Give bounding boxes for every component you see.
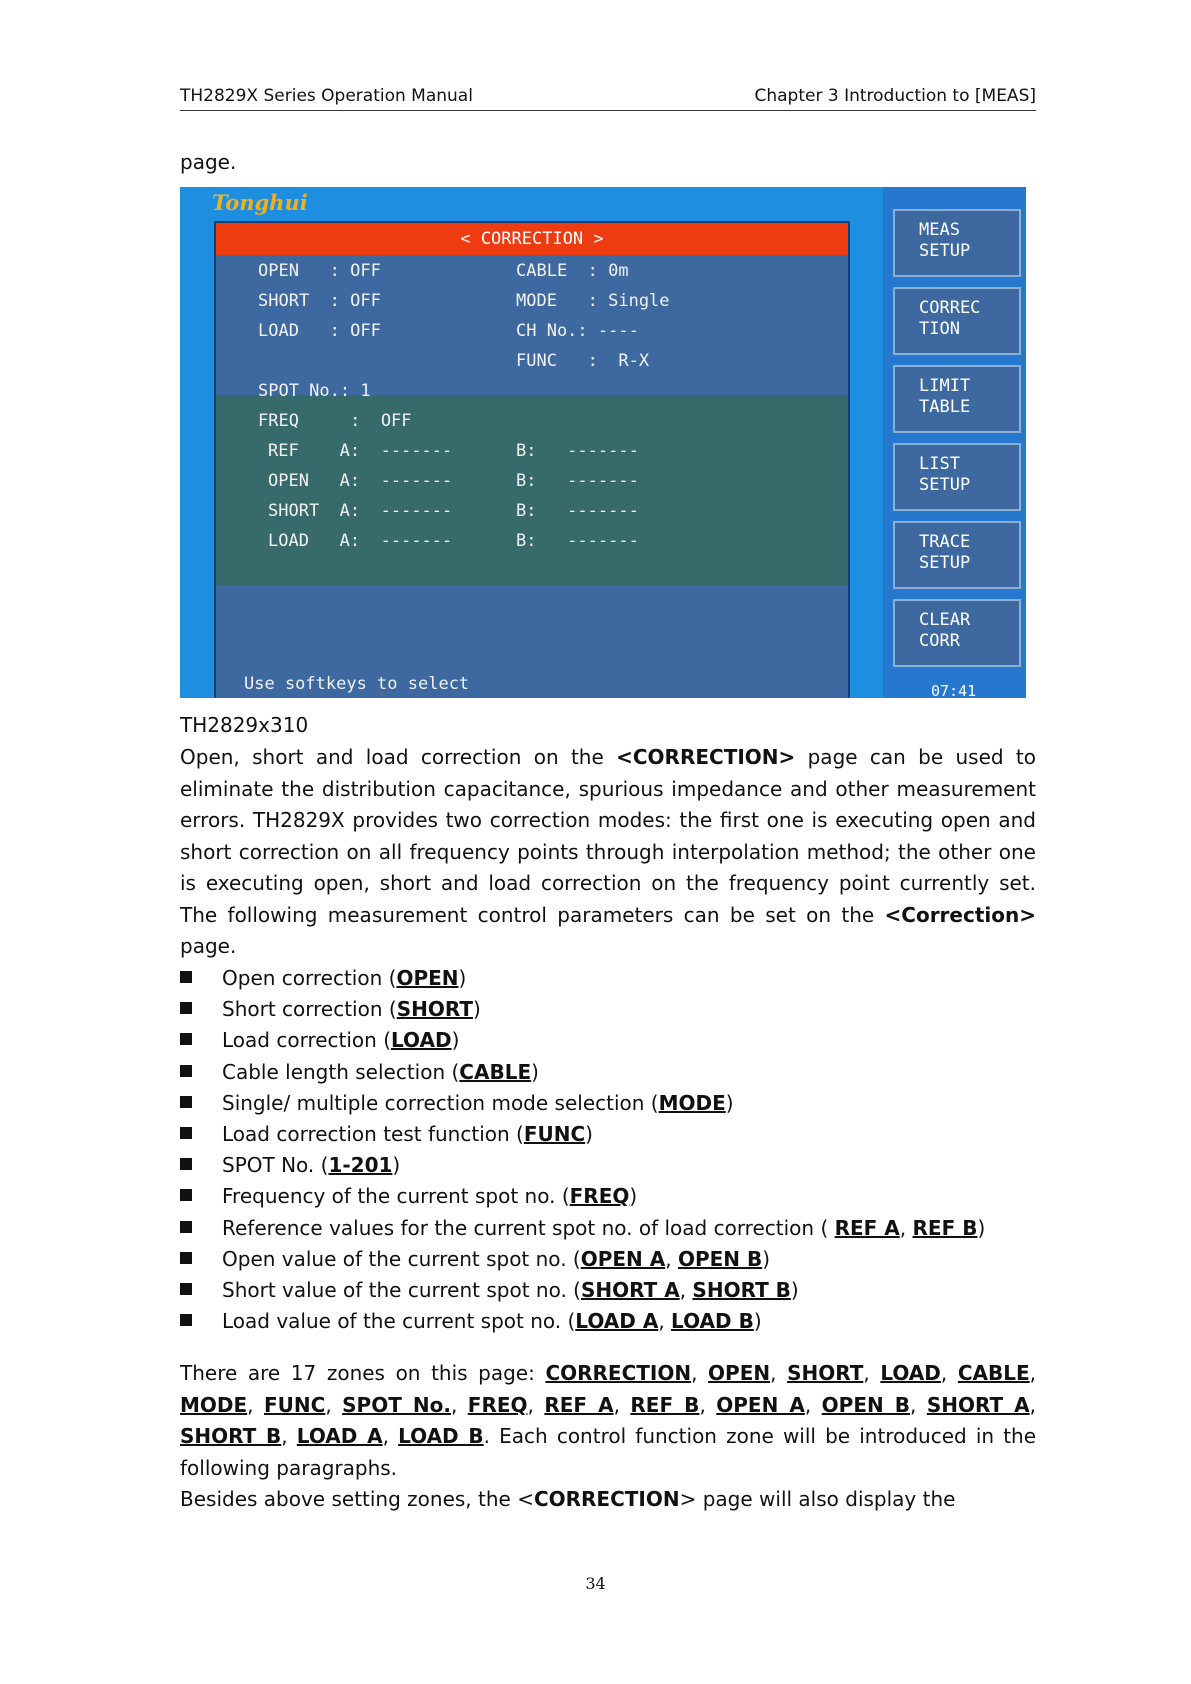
softkey-trace-setup[interactable]: TRACE SETUP [893, 521, 1021, 589]
mode-row: MODE : Single [516, 291, 670, 311]
ref-b-row: B: ------- [516, 441, 639, 461]
cable-row: CABLE : 0m [516, 261, 629, 281]
zone-reference: LOAD A [296, 1424, 383, 1448]
bullet-square-icon [180, 1096, 192, 1108]
figure-caption: TH2829x310 [180, 713, 309, 737]
zone-reference: CABLE [957, 1361, 1030, 1385]
zone-reference: FREQ [467, 1392, 528, 1417]
short-b-row: B: ------- [516, 501, 639, 521]
zone-reference: SHORT [787, 1361, 864, 1385]
zone-reference: OPEN A [716, 1392, 805, 1417]
zone-reference: SPOT No. [342, 1392, 451, 1417]
zone-reference: REF A [544, 1392, 614, 1417]
zone-reference: MODE [658, 1090, 726, 1115]
zone-reference: FUNC [523, 1122, 586, 1146]
bullet-square-icon [180, 1033, 192, 1045]
list-item-text: SPOT No. (1-201) [222, 1153, 401, 1178]
header-chapter-title: Chapter 3 Introduction to [MEAS] [754, 86, 1036, 106]
status-line: Use softkeys to select [244, 674, 470, 694]
para3-text-2: > page will also display the [679, 1487, 956, 1511]
load-b-row: B: ------- [516, 531, 639, 551]
zone-reference: LOAD A [575, 1309, 659, 1334]
zone-reference: OPEN A [580, 1246, 666, 1271]
zone-reference: LOAD B [671, 1309, 754, 1334]
instrument-screenshot [180, 187, 1026, 698]
zone-reference: OPEN B [677, 1246, 763, 1271]
list-item-text: Cable length selection (CABLE) [222, 1059, 539, 1084]
zone-reference: LOAD [391, 1028, 452, 1053]
list-item-text: Short correction (SHORT) [222, 997, 481, 1022]
softkey-correction[interactable]: CORREC TION [893, 287, 1021, 355]
zone-reference: OPEN [708, 1361, 771, 1385]
list-item-text: Frequency of the current spot no. (FREQ) [222, 1184, 638, 1209]
spot-no-row: SPOT No.: 1 [258, 381, 371, 401]
zone-reference: OPEN [396, 966, 459, 990]
bullet-square-icon [180, 1283, 192, 1295]
softkey-meas-setup[interactable]: MEAS SETUP [893, 209, 1021, 277]
bullet-square-icon [180, 1002, 192, 1014]
zone-reference: FREQ [569, 1184, 630, 1209]
para1-text-3: page. [180, 934, 237, 958]
tonghui-logo: Tonghui [212, 190, 308, 215]
open-a-row: OPEN A: ------- [268, 471, 453, 491]
bullet-square-icon [180, 1158, 192, 1170]
zone-reference: MODE [180, 1392, 248, 1417]
short-a-row: SHORT A: ------- [268, 501, 453, 521]
bullet-square-icon [180, 1189, 192, 1201]
softkey-limit-table[interactable]: LIMIT TABLE [893, 365, 1021, 433]
zone-reference: LOAD [880, 1361, 941, 1385]
bullet-square-icon [180, 1314, 192, 1326]
func-row: FUNC : R-X [516, 351, 650, 371]
zone-reference: SHORT B [180, 1424, 282, 1448]
softkey-list-setup[interactable]: LIST SETUP [893, 443, 1021, 511]
bullet-square-icon [180, 1221, 192, 1233]
open-row: OPEN : OFF [258, 261, 381, 281]
clock-readout: 07:41 [931, 682, 977, 698]
freq-row: FREQ : OFF [258, 411, 412, 431]
para3-bold: CORRECTION [533, 1487, 680, 1511]
bullet-square-icon [180, 1252, 192, 1264]
bullet-square-icon [180, 971, 192, 983]
zone-reference: SHORT [396, 997, 473, 1022]
softkey-clear-corr[interactable]: CLEAR CORR [893, 599, 1021, 667]
para1-bold-2: <Correction> [884, 902, 1036, 927]
list-item-text: Reference values for the current spot no. of load correction ( REF A, REF B) [222, 1215, 986, 1240]
text-fragment: page. [180, 150, 237, 174]
zone-reference: LOAD B [398, 1424, 484, 1448]
para3-text-1: Besides above setting zones, the < [180, 1487, 534, 1511]
header-manual-title: TH2829X Series Operation Manual [180, 86, 473, 106]
ref-a-row: REF A: ------- [268, 441, 453, 461]
zone-reference: SHORT A [926, 1392, 1030, 1417]
load-a-row: LOAD A: ------- [268, 531, 453, 551]
ch-no-row: CH No.: ---- [516, 321, 639, 341]
zone-reference: 1-201 [328, 1153, 393, 1178]
zone-reference: CORRECTION [545, 1361, 692, 1385]
zone-reference: REF A [834, 1215, 900, 1240]
paragraph-intro [180, 742, 1036, 963]
list-item-text: Single/ multiple correction mode selection (MODE) [222, 1090, 734, 1115]
zone-reference: SHORT B [692, 1278, 791, 1302]
list-item-text: Open correction (OPEN) [222, 966, 467, 990]
zone-reference: FUNC [263, 1392, 326, 1417]
para1-text-2: page can be used to eliminate the distribution capacitance, spurious impedance and other measurement errors. TH2829X provides two correction modes: the first one is executing open and short correction on all frequency points through interpolation method; the other one is executing open, short and load correction on the frequency point currently set. The following measurement control parameters can be set on the [180, 745, 1036, 927]
zone-reference: CABLE [459, 1059, 532, 1084]
page-header [180, 86, 1036, 111]
correction-panel [214, 221, 850, 698]
para1-bold-1: <CORRECTION> [616, 745, 796, 769]
zone-reference: OPEN B [821, 1392, 911, 1417]
paragraph-continuation [180, 1484, 1036, 1516]
zone-reference: REF B [630, 1392, 700, 1417]
list-item-text: Open value of the current spot no. (OPEN A, OPEN B) [222, 1246, 771, 1271]
list-item-text: Load value of the current spot no. (LOAD A, LOAD B) [222, 1309, 762, 1334]
open-b-row: B: ------- [516, 471, 639, 491]
list-item-text: Load correction (LOAD) [222, 1028, 460, 1053]
paragraph-zones: There are 17 zones on this page: CORRECTION, OPEN, SHORT, LOAD, CABLE, MODE, FUNC, SPOT No., FREQ, REF A, REF B, OPEN A, OPEN B, SHORT A, SHORT B, LOAD A, LOAD B. Each control function zone will be introduced in the following paragraphs. [180, 1361, 1037, 1480]
zone-reference: REF B [912, 1215, 978, 1240]
bullet-square-icon [180, 1127, 192, 1139]
list-item-text: Short value of the current spot no. (SHORT A, SHORT B) [222, 1278, 799, 1302]
page-number: 34 [585, 1574, 606, 1593]
zone-reference: SHORT A [580, 1278, 680, 1302]
bullet-square-icon [180, 1065, 192, 1077]
load-row: LOAD : OFF [258, 321, 381, 341]
short-row: SHORT : OFF [258, 291, 381, 311]
softkey-bar [883, 187, 1026, 698]
list-item-text: Load correction test function (FUNC) [222, 1122, 593, 1146]
correction-title: < CORRECTION > [216, 223, 848, 255]
para1-text-1: Open, short and load correction on the [180, 745, 617, 769]
